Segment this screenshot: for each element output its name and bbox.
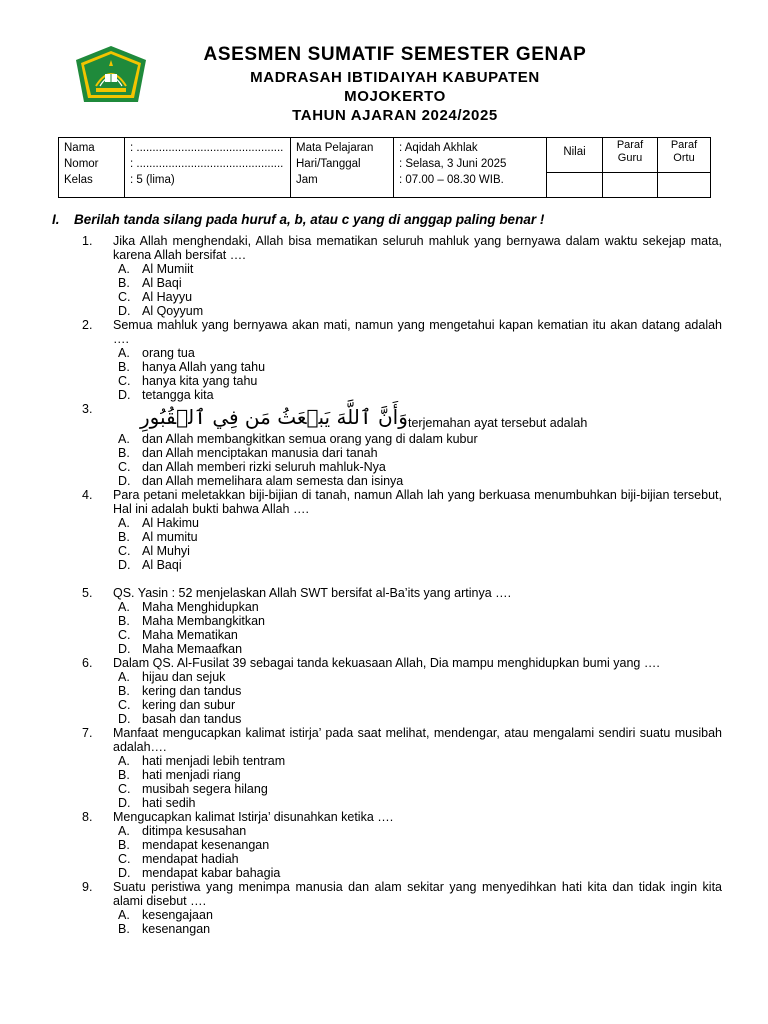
option-text: musibah segera hilang [142, 782, 268, 796]
option-letter: B. [118, 360, 130, 374]
option-letter: C. [118, 460, 131, 474]
label-column [59, 138, 125, 198]
section-number: I. [52, 212, 60, 227]
jam-label: Jam [296, 174, 318, 186]
question-text: QS. Yasin : 52 menjelaskan Allah SWT bersifat al-Ba’its yang artinya …. [113, 586, 512, 600]
option-text: mendapat kesenangan [142, 838, 270, 852]
option-b[interactable] [118, 922, 722, 936]
question-9 [82, 880, 722, 936]
option-d[interactable] [118, 388, 722, 402]
question-5 [82, 586, 722, 656]
question-8 [82, 810, 722, 880]
subject-value-column [394, 138, 547, 198]
option-text: dan Allah memberi rizki seluruh mahluk-Nya [142, 460, 386, 474]
paraf-guru-header: Paraf Guru [603, 138, 658, 173]
kemenag-emblem-icon [72, 44, 150, 104]
option-letter: C. [118, 782, 131, 796]
option-letter: A. [118, 516, 130, 530]
question-number: 2. [82, 318, 93, 332]
option-c[interactable] [118, 782, 722, 796]
question-text: Para petani meletakkan biji-bijian di tanah, namun Allah lah yang berkuasa menumbuhkan biji-bijian tersebut, Hal ini adalah bukti bahwa Allah …. [113, 488, 722, 516]
question-4 [82, 488, 722, 572]
option-text: kering dan tandus [142, 684, 242, 698]
option-text: orang tua [142, 346, 195, 360]
mapel-value: : Aqidah Akhlak [399, 142, 478, 154]
option-letter: A. [118, 754, 130, 768]
section-instruction-text: Berilah tanda silang pada huruf a, b, atau c yang di anggap paling benar ! [74, 212, 545, 227]
option-letter: A. [118, 262, 130, 276]
option-letter: B. [118, 684, 130, 698]
mapel-label: Mata Pelajaran [296, 142, 374, 154]
option-a[interactable] [118, 600, 722, 614]
option-d[interactable] [118, 474, 722, 488]
option-text: hanya Allah yang tahu [142, 360, 266, 374]
arabic-verse: وَأَنَّ ٱللَّهَ يَبۡعَثُ مَن فِي ٱلۡقُبُورِ [140, 405, 408, 429]
option-letter: C. [118, 290, 131, 304]
nomor-label: Nomor [64, 158, 99, 170]
paraf-ortu-box[interactable] [658, 173, 711, 198]
option-text: kesengajaan [142, 908, 213, 922]
option-c[interactable] [118, 374, 722, 388]
option-letter: D. [118, 866, 131, 880]
question-6 [82, 656, 722, 726]
option-letter: D. [118, 558, 131, 572]
option-letter: C. [118, 698, 131, 712]
option-list [118, 432, 722, 488]
option-c[interactable] [118, 628, 722, 642]
question-number: 4. [82, 488, 93, 502]
option-a[interactable] [118, 670, 722, 684]
option-text: hati menjadi riang [142, 768, 241, 782]
option-a[interactable] [118, 516, 722, 530]
option-letter: D. [118, 304, 131, 318]
paraf-ortu-header: Paraf Ortu [658, 138, 711, 173]
option-c[interactable] [118, 852, 722, 866]
option-letter: D. [118, 474, 131, 488]
option-d[interactable] [118, 712, 722, 726]
option-text: Al Mumiit [142, 262, 194, 276]
question-text: Dalam QS. Al-Fusilat 39 sebagai tanda kekuasaan Allah, Dia mampu menghidupkan bumi yang …. [113, 656, 660, 670]
option-text: Al Qoyyum [142, 304, 204, 318]
option-letter: A. [118, 824, 130, 838]
option-c[interactable] [118, 698, 722, 712]
option-text: mendapat kabar bahagia [142, 866, 281, 880]
option-a[interactable] [118, 908, 722, 922]
hari-label: Hari/Tanggal [296, 158, 361, 170]
option-text: basah dan tandus [142, 712, 242, 726]
question-number: 5. [82, 586, 93, 600]
option-text: Maha Memaafkan [142, 642, 243, 656]
option-letter: A. [118, 670, 130, 684]
option-b[interactable] [118, 276, 722, 290]
option-list [118, 754, 722, 810]
option-d[interactable] [118, 796, 722, 810]
option-b[interactable] [118, 446, 722, 460]
option-d[interactable] [118, 304, 722, 318]
option-letter: D. [118, 712, 131, 726]
option-text: tetangga kita [142, 388, 214, 402]
question-text: Manfaat mengucapkan kalimat istirja’ pada saat melihat, mendengar, atau mengalami sendiri suatu musibah adalah…. [113, 726, 722, 754]
question-number: 1. [82, 234, 93, 248]
option-text: hati sedih [142, 796, 196, 810]
school-name-line2: MOJOKERTO [344, 88, 446, 105]
option-text: kesenangan [142, 922, 211, 936]
option-a[interactable] [118, 824, 722, 838]
option-list [118, 516, 722, 572]
nilai-box[interactable] [547, 173, 603, 198]
exam-header [150, 42, 640, 125]
option-text: Al Muhyi [142, 544, 190, 558]
option-b[interactable] [118, 838, 722, 852]
option-text: kering dan subur [142, 698, 236, 712]
option-d[interactable] [118, 866, 722, 880]
option-d[interactable] [118, 558, 722, 572]
option-letter: B. [118, 838, 130, 852]
student-info-table [58, 137, 711, 198]
question-1 [82, 234, 722, 318]
option-list [118, 824, 722, 880]
option-list [118, 670, 722, 726]
option-text: Al mumitu [142, 530, 198, 544]
value-column [125, 138, 291, 198]
question-3 [82, 402, 722, 488]
option-b[interactable] [118, 360, 722, 374]
question-text: terjemahan ayat tersebut adalah [408, 416, 588, 430]
question-7 [82, 726, 722, 810]
option-text: hijau dan sejuk [142, 670, 226, 684]
question-number: 3. [82, 402, 93, 416]
option-text: Al Hakimu [142, 516, 199, 530]
option-list [118, 600, 722, 656]
option-c[interactable] [118, 544, 722, 558]
option-letter: B. [118, 614, 130, 628]
option-text: dan Allah memelihara alam semesta dan isinya [142, 474, 404, 488]
option-letter: C. [118, 544, 131, 558]
option-list [118, 908, 722, 936]
hari-value: : Selasa, 3 Juni 2025 [399, 158, 507, 170]
option-letter: B. [118, 276, 130, 290]
question-number: 6. [82, 656, 93, 670]
option-text: ditimpa kesusahan [142, 824, 247, 838]
option-text: Al Baqi [142, 558, 182, 572]
subject-label-column [291, 138, 394, 198]
option-text: hanya kita yang tahu [142, 374, 258, 388]
exam-title: ASESMEN SUMATIF SEMESTER GENAP [203, 44, 587, 65]
option-a[interactable] [118, 262, 722, 276]
option-text: hati menjadi lebih tentram [142, 754, 286, 768]
option-letter: C. [118, 852, 131, 866]
question-text: Jika Allah menghendaki, Allah bisa mematikan seluruh mahluk yang bernyawa dalam waktu sekejap mata, karena Allah bersifat …. [113, 234, 722, 262]
option-c[interactable] [118, 290, 722, 304]
question-text: Suatu peristiwa yang menimpa manusia dan alam sekitar yang menyedihkan hati kita dan tidak ingin kita alami disebut …. [113, 880, 722, 908]
jam-value: : 07.00 – 08.30 WIB. [399, 174, 504, 186]
option-letter: A. [118, 346, 130, 360]
option-letter: B. [118, 768, 130, 782]
nilai-header: Nilai [547, 138, 603, 173]
option-letter: B. [118, 446, 130, 460]
option-list [118, 262, 722, 318]
option-a[interactable] [118, 754, 722, 768]
option-b[interactable] [118, 768, 722, 782]
option-b[interactable] [118, 614, 722, 628]
nama-label: Nama [64, 142, 95, 154]
school-name-line1: MADRASAH IBTIDAIYAH KABUPATEN [250, 69, 540, 86]
option-list [118, 346, 722, 402]
option-text: mendapat hadiah [142, 852, 239, 866]
option-letter: B. [118, 922, 130, 936]
option-letter: D. [118, 796, 131, 810]
option-letter: C. [118, 628, 131, 642]
option-a[interactable] [118, 432, 722, 446]
question-text: Semua mahluk yang bernyawa akan mati, namun yang mengetahui kapan kematian itu akan datang adalah …. [113, 318, 722, 346]
option-letter: A. [118, 432, 130, 446]
nama-value: : .............................................. [130, 142, 284, 154]
option-letter: C. [118, 374, 131, 388]
question-number: 8. [82, 810, 93, 824]
question-list [82, 234, 722, 936]
question-number: 7. [82, 726, 93, 740]
option-text: Maha Menghidupkan [142, 600, 259, 614]
option-b[interactable] [118, 684, 722, 698]
option-letter: D. [118, 388, 131, 402]
academic-year: TAHUN AJARAN 2024/2025 [292, 107, 498, 124]
option-letter: A. [118, 908, 130, 922]
option-text: Al Hayyu [142, 290, 193, 304]
option-text: Maha Mematikan [142, 628, 238, 642]
question-number: 9. [82, 880, 93, 894]
section-instruction [52, 211, 544, 229]
kelas-value: : 5 (lima) [130, 174, 175, 186]
option-b[interactable] [118, 530, 722, 544]
option-letter: D. [118, 642, 131, 656]
option-d[interactable] [118, 642, 722, 656]
option-text: dan Allah membangkitkan semua orang yang di dalam kubur [142, 432, 478, 446]
arabic-verse-row [140, 402, 722, 432]
nomor-value: : .............................................. [130, 158, 284, 170]
question-2 [82, 318, 722, 402]
option-text: dan Allah menciptakan manusia dari tanah [142, 446, 378, 460]
option-text: Al Baqi [142, 276, 182, 290]
kelas-label: Kelas [64, 174, 93, 186]
option-letter: B. [118, 530, 130, 544]
option-c[interactable] [118, 460, 722, 474]
option-a[interactable] [118, 346, 722, 360]
spacer [82, 572, 722, 586]
option-text: Maha Membangkitkan [142, 614, 265, 628]
option-letter: A. [118, 600, 130, 614]
question-text: Mengucapkan kalimat Istirja’ disunahkan ketika …. [113, 810, 394, 824]
paraf-guru-box[interactable] [603, 173, 658, 198]
